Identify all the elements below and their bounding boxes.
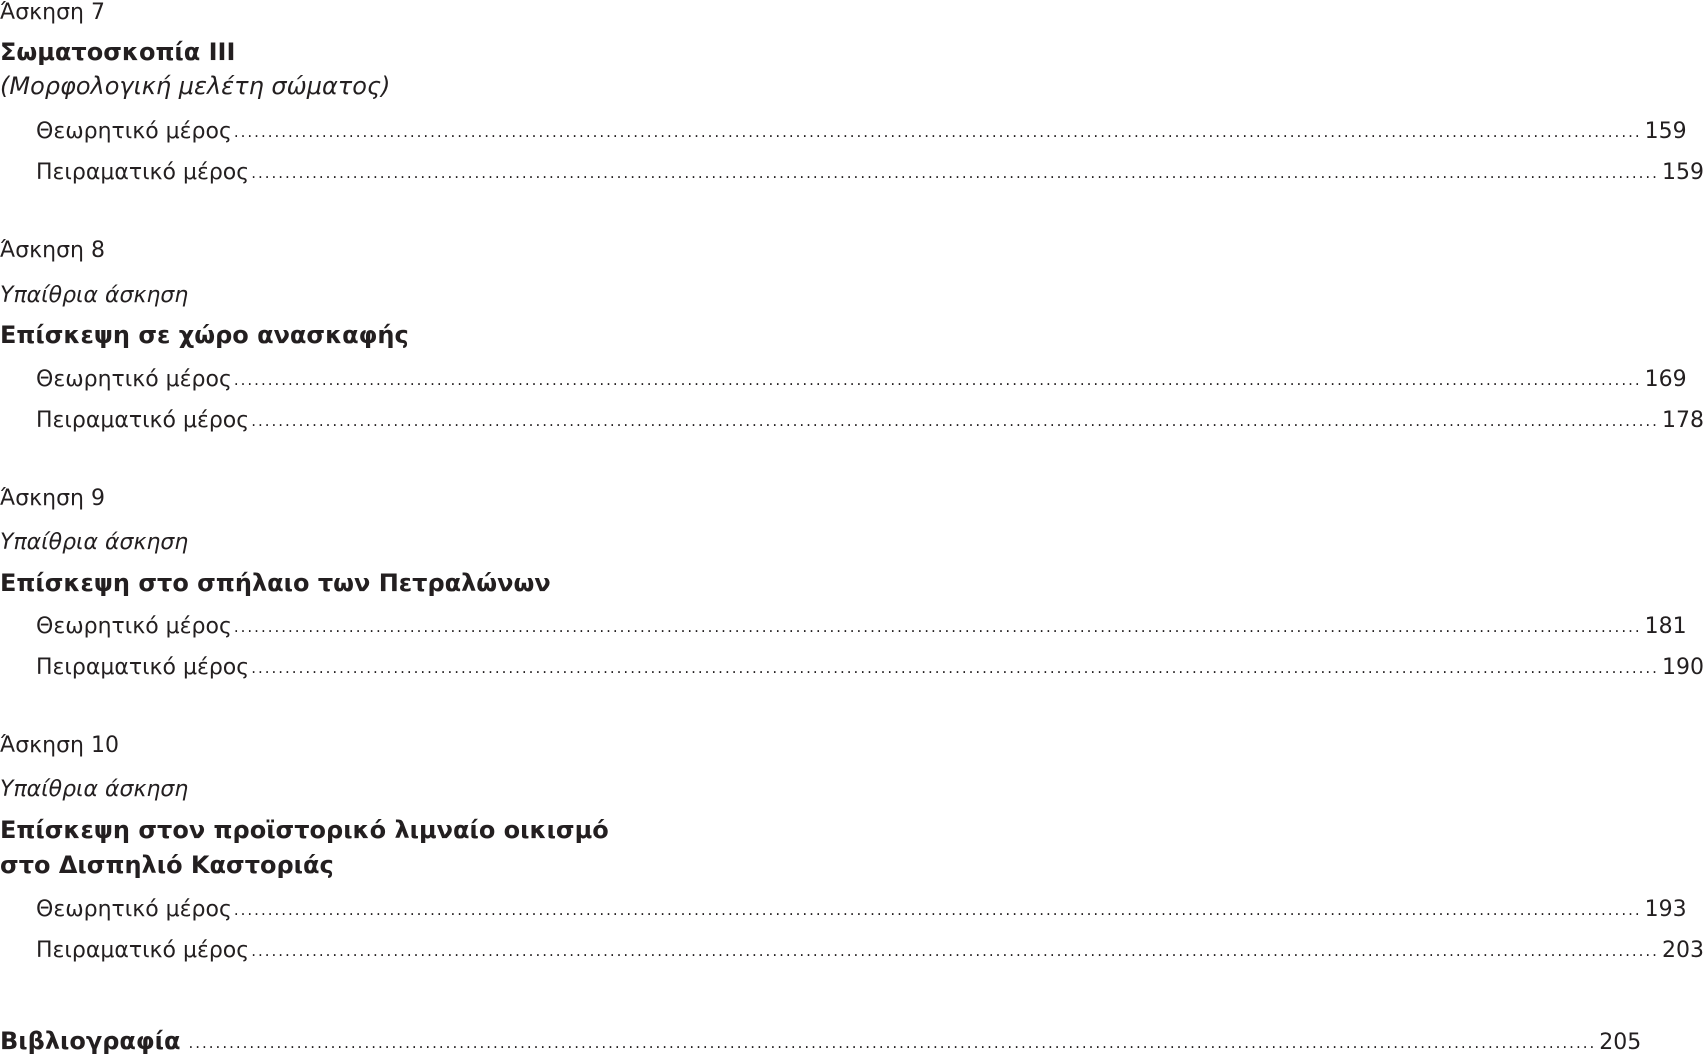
- toc-entry-label: Θεωρητικό μέρος: [36, 614, 232, 639]
- toc-entry-theory[interactable]: [36, 897, 1687, 922]
- page-number: 190: [1661, 655, 1704, 680]
- exercise-title-line-2: στο Δισπηλιό Καστοριάς: [0, 851, 334, 879]
- exercise-title: Επίσκεψη στο σπήλαιο των Πετραλώνων: [0, 569, 551, 597]
- dot-leader: ................................................................................................................................................................................................................: [251, 942, 1659, 960]
- toc-entry-bibliography[interactable]: [0, 1027, 1642, 1055]
- dot-leader: ................................................................................................................................................................................................................: [233, 901, 1642, 919]
- toc-entry-theory[interactable]: [36, 119, 1687, 144]
- page-number: 159: [1661, 160, 1704, 185]
- toc-entry-label: Θεωρητικό μέρος: [36, 367, 232, 392]
- dot-leader: ................................................................................................................................................................................................................: [251, 412, 1659, 430]
- exercise-title: Σωματοσκοπία ΙΙΙ: [0, 38, 236, 66]
- exercise-subtitle: Υπαίθρια άσκηση: [0, 283, 189, 308]
- toc-entry-experimental[interactable]: [36, 938, 1704, 963]
- page-number: 203: [1661, 938, 1704, 963]
- toc-entry-experimental[interactable]: [36, 408, 1704, 433]
- toc-entry-label: Θεωρητικό μέρος: [36, 897, 232, 922]
- exercise-heading: Άσκηση 8: [0, 238, 105, 263]
- exercise-subtitle: Υπαίθρια άσκηση: [0, 777, 189, 802]
- page-number: 178: [1661, 408, 1704, 433]
- exercise-title-note: (Μορφολογική μελέτη σώματος): [0, 72, 391, 100]
- exercise-heading: Άσκηση 10: [0, 733, 119, 758]
- exercise-subtitle: Υπαίθρια άσκηση: [0, 530, 189, 555]
- toc-entry-label: Βιβλιογραφία: [0, 1027, 181, 1055]
- exercise-title-line-1: Επίσκεψη στον προϊστορικό λιμναίο οικισμό: [0, 816, 609, 844]
- toc-entry-experimental[interactable]: [36, 160, 1704, 185]
- exercise-title: Επίσκεψη σε χώρο ανασκαφής: [0, 321, 409, 349]
- dot-leader: ................................................................................................................................................................................................................: [251, 659, 1659, 677]
- toc-entry-label: Πειραματικό μέρος: [36, 938, 250, 963]
- toc-entry-theory[interactable]: [36, 367, 1687, 392]
- toc-entry-experimental[interactable]: [36, 655, 1704, 680]
- page-number: 205: [1599, 1030, 1642, 1055]
- toc-entry-label: Πειραματικό μέρος: [36, 160, 250, 185]
- dot-leader: ................................................................................................................................................................................................................: [251, 164, 1659, 182]
- page-number: 193: [1644, 897, 1687, 922]
- toc-entry-theory[interactable]: [36, 614, 1687, 639]
- toc-entry-label: Πειραματικό μέρος: [36, 408, 250, 433]
- page-number: 181: [1644, 614, 1687, 639]
- dot-leader: ................................................................................................................................................................................................................: [233, 618, 1642, 636]
- toc-entry-label: Πειραματικό μέρος: [36, 655, 250, 680]
- page-number: 159: [1644, 119, 1687, 144]
- exercise-heading: Άσκηση 9: [0, 486, 105, 511]
- dot-leader: ................................................................................................................................................................................................................: [188, 1034, 1597, 1052]
- page-number: 169: [1644, 367, 1687, 392]
- dot-leader: ................................................................................................................................................................................................................: [233, 123, 1642, 141]
- toc-entry-label: Θεωρητικό μέρος: [36, 119, 232, 144]
- dot-leader: ................................................................................................................................................................................................................: [233, 371, 1642, 389]
- exercise-heading: Άσκηση 7: [0, 0, 105, 25]
